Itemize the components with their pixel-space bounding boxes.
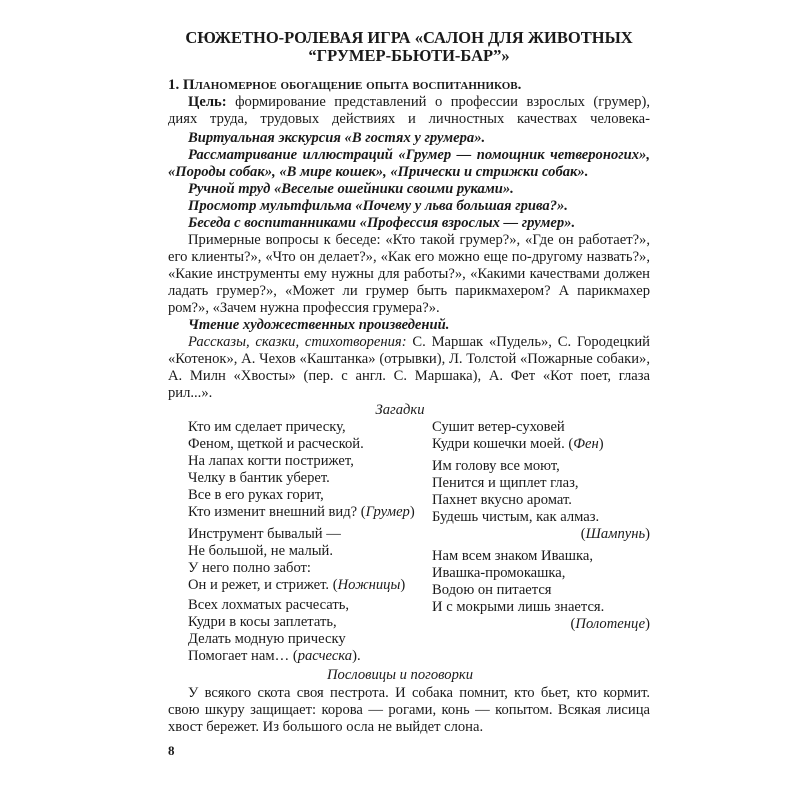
reading-line (188, 334, 650, 351)
section-title: Планомерное обогащение опыта воспитанников. (182, 77, 522, 93)
riddle-line: Водою он питается (432, 582, 552, 598)
activity-item: Ручной труд «Веселые ошейники своими руками». (188, 181, 514, 197)
reading-heading: Чтение художественных произведений. (188, 317, 450, 333)
riddle-line: Им голову все моют, (432, 458, 560, 474)
riddles-heading: Загадки (375, 402, 425, 418)
proverb-line: У всякого скота своя пестрота. И собака помнит, кто бьет, кто кормит. (188, 685, 650, 701)
activity-item: «Породы собак», «В мире кошек», «Прически и стрижки собак». (168, 164, 589, 180)
goal-text: формирование представлений о профессии взрослых (грумер), (235, 94, 650, 110)
section-heading (168, 77, 521, 94)
riddle-line: Кто им сделает прическу, (188, 419, 346, 435)
riddle-line: Инструмент бывалый — (188, 526, 341, 542)
riddle-answer: Полотенце (575, 616, 646, 632)
riddle-line: Не большой, не малый. (188, 543, 333, 559)
proverbs-heading: Пословицы и поговорки (326, 667, 473, 683)
reading-line: «Котенок», А. Чехов «Каштанка» (отрывки), Л. Толстой «Пожарные собаки», (168, 351, 650, 367)
riddle-text: Кудри кошечки моей. (432, 436, 565, 452)
reading-text: С. Маршак «Пудель», С. Городецкий (412, 334, 650, 350)
riddle-line: Сушит ветер-суховей (432, 419, 565, 435)
riddle-line: Ивашка-промокашка, (432, 565, 566, 581)
page-number: 8 (168, 743, 175, 758)
riddle-line: И с мокрыми лишь знается. (432, 599, 605, 615)
goal-line-2: диях труда, трудовых действиях и личностных качествах человека- (168, 111, 650, 127)
riddle-line: У него полно забот: (188, 560, 311, 576)
riddle-answer: Грумер (365, 504, 410, 520)
activity-item: Виртуальная экскурсия «В гостях у грумера». (188, 130, 486, 146)
riddle-answer: расческа (297, 648, 353, 664)
reading-line: рил...». (168, 385, 213, 401)
riddle-line: Все в его руках горит, (188, 487, 324, 503)
riddle-line: Кудри в косы заплетать, (188, 614, 337, 630)
questions-line: «Какие инструменты ему нужны для работы?», «Какими качествами должен (168, 266, 650, 282)
riddle-line: Будешь чистым, как алмаз. (432, 509, 600, 525)
riddle-line: Помогает нам… (расческа). (188, 648, 361, 664)
goal-line (188, 94, 650, 111)
reading-label: Рассказы, сказки, стихотворения: (188, 334, 407, 350)
riddle-line: Челку в бантик уберет. (188, 470, 330, 486)
riddle-line: Пенится и щиплет глаз, (432, 475, 579, 491)
page-title-line-1: СЮЖЕТНО-РОЛЕВАЯ ИГРА «САЛОН ДЛЯ ЖИВОТНЫХ (185, 28, 633, 47)
riddle-answer: Фен (573, 436, 599, 452)
questions-line: ром?», «Зачем нужна профессия грумера?». (168, 300, 440, 316)
page-title-line-2: “ГРУМЕР-БЬЮТИ-БАР”» (308, 46, 510, 65)
riddle-line: Всех лохматых расчесать, (188, 597, 350, 613)
riddle-line: Он и режет, и стрижет. (Ножницы) (188, 577, 406, 593)
activity-item: Рассматривание иллюстраций «Грумер — помощник четвероногих», (188, 147, 650, 163)
riddle-answer-line: (Шампунь) (580, 526, 650, 542)
riddle-line: Пахнет вкусно аромат. (432, 492, 572, 508)
riddle-line: Кудри кошечки моей. (Фен) (432, 436, 604, 452)
questions-line: его клиенты?», «Что он делает?», «Как его можно еще по-другому назвать?», (168, 249, 650, 265)
riddle-answer: Ножницы (337, 577, 401, 593)
reading-line: А. Милн «Хвосты» (пер. с англ. С. Маршака), А. Фет «Кот поет, глаза (168, 368, 650, 384)
riddle-answer-line: (Полотенце) (570, 616, 650, 632)
questions-line: ладать грумер?», «Может ли грумер быть парикмахером? А парикмахер (168, 283, 650, 299)
riddle-line: Феном, щеткой и расческой. (188, 436, 364, 452)
proverb-line: хвост бережет. Из большого осла не выйдет слона. (168, 719, 484, 735)
questions-line: Примерные вопросы к беседе: «Кто такой грумер?», «Где он работает?», (188, 232, 650, 248)
riddle-text: Он и режет, и стрижет. (188, 577, 330, 593)
riddle-line: На лапах когти пострижет, (188, 453, 354, 469)
section-number: 1. (168, 77, 180, 93)
riddle-line: Делать модную прическу (188, 631, 346, 647)
riddle-line: Нам всем знаком Ивашка, (432, 548, 593, 564)
riddle-text: Кто изменит внешний вид? (188, 504, 358, 520)
activity-item: Беседа с воспитанниками «Профессия взрослых — грумер». (188, 215, 576, 231)
activity-item: Просмотр мультфильма «Почему у льва большая грива?». (188, 198, 568, 214)
riddle-line: Кто изменит внешний вид? (Грумер) (188, 504, 415, 520)
goal-label: Цель: (188, 94, 227, 110)
riddle-text: Помогает нам… (188, 648, 290, 664)
proverb-line: свою шкуру защищает: корова — рогами, конь — копытом. Всякая лисица (168, 702, 650, 718)
riddle-answer: Шампунь (585, 526, 646, 542)
